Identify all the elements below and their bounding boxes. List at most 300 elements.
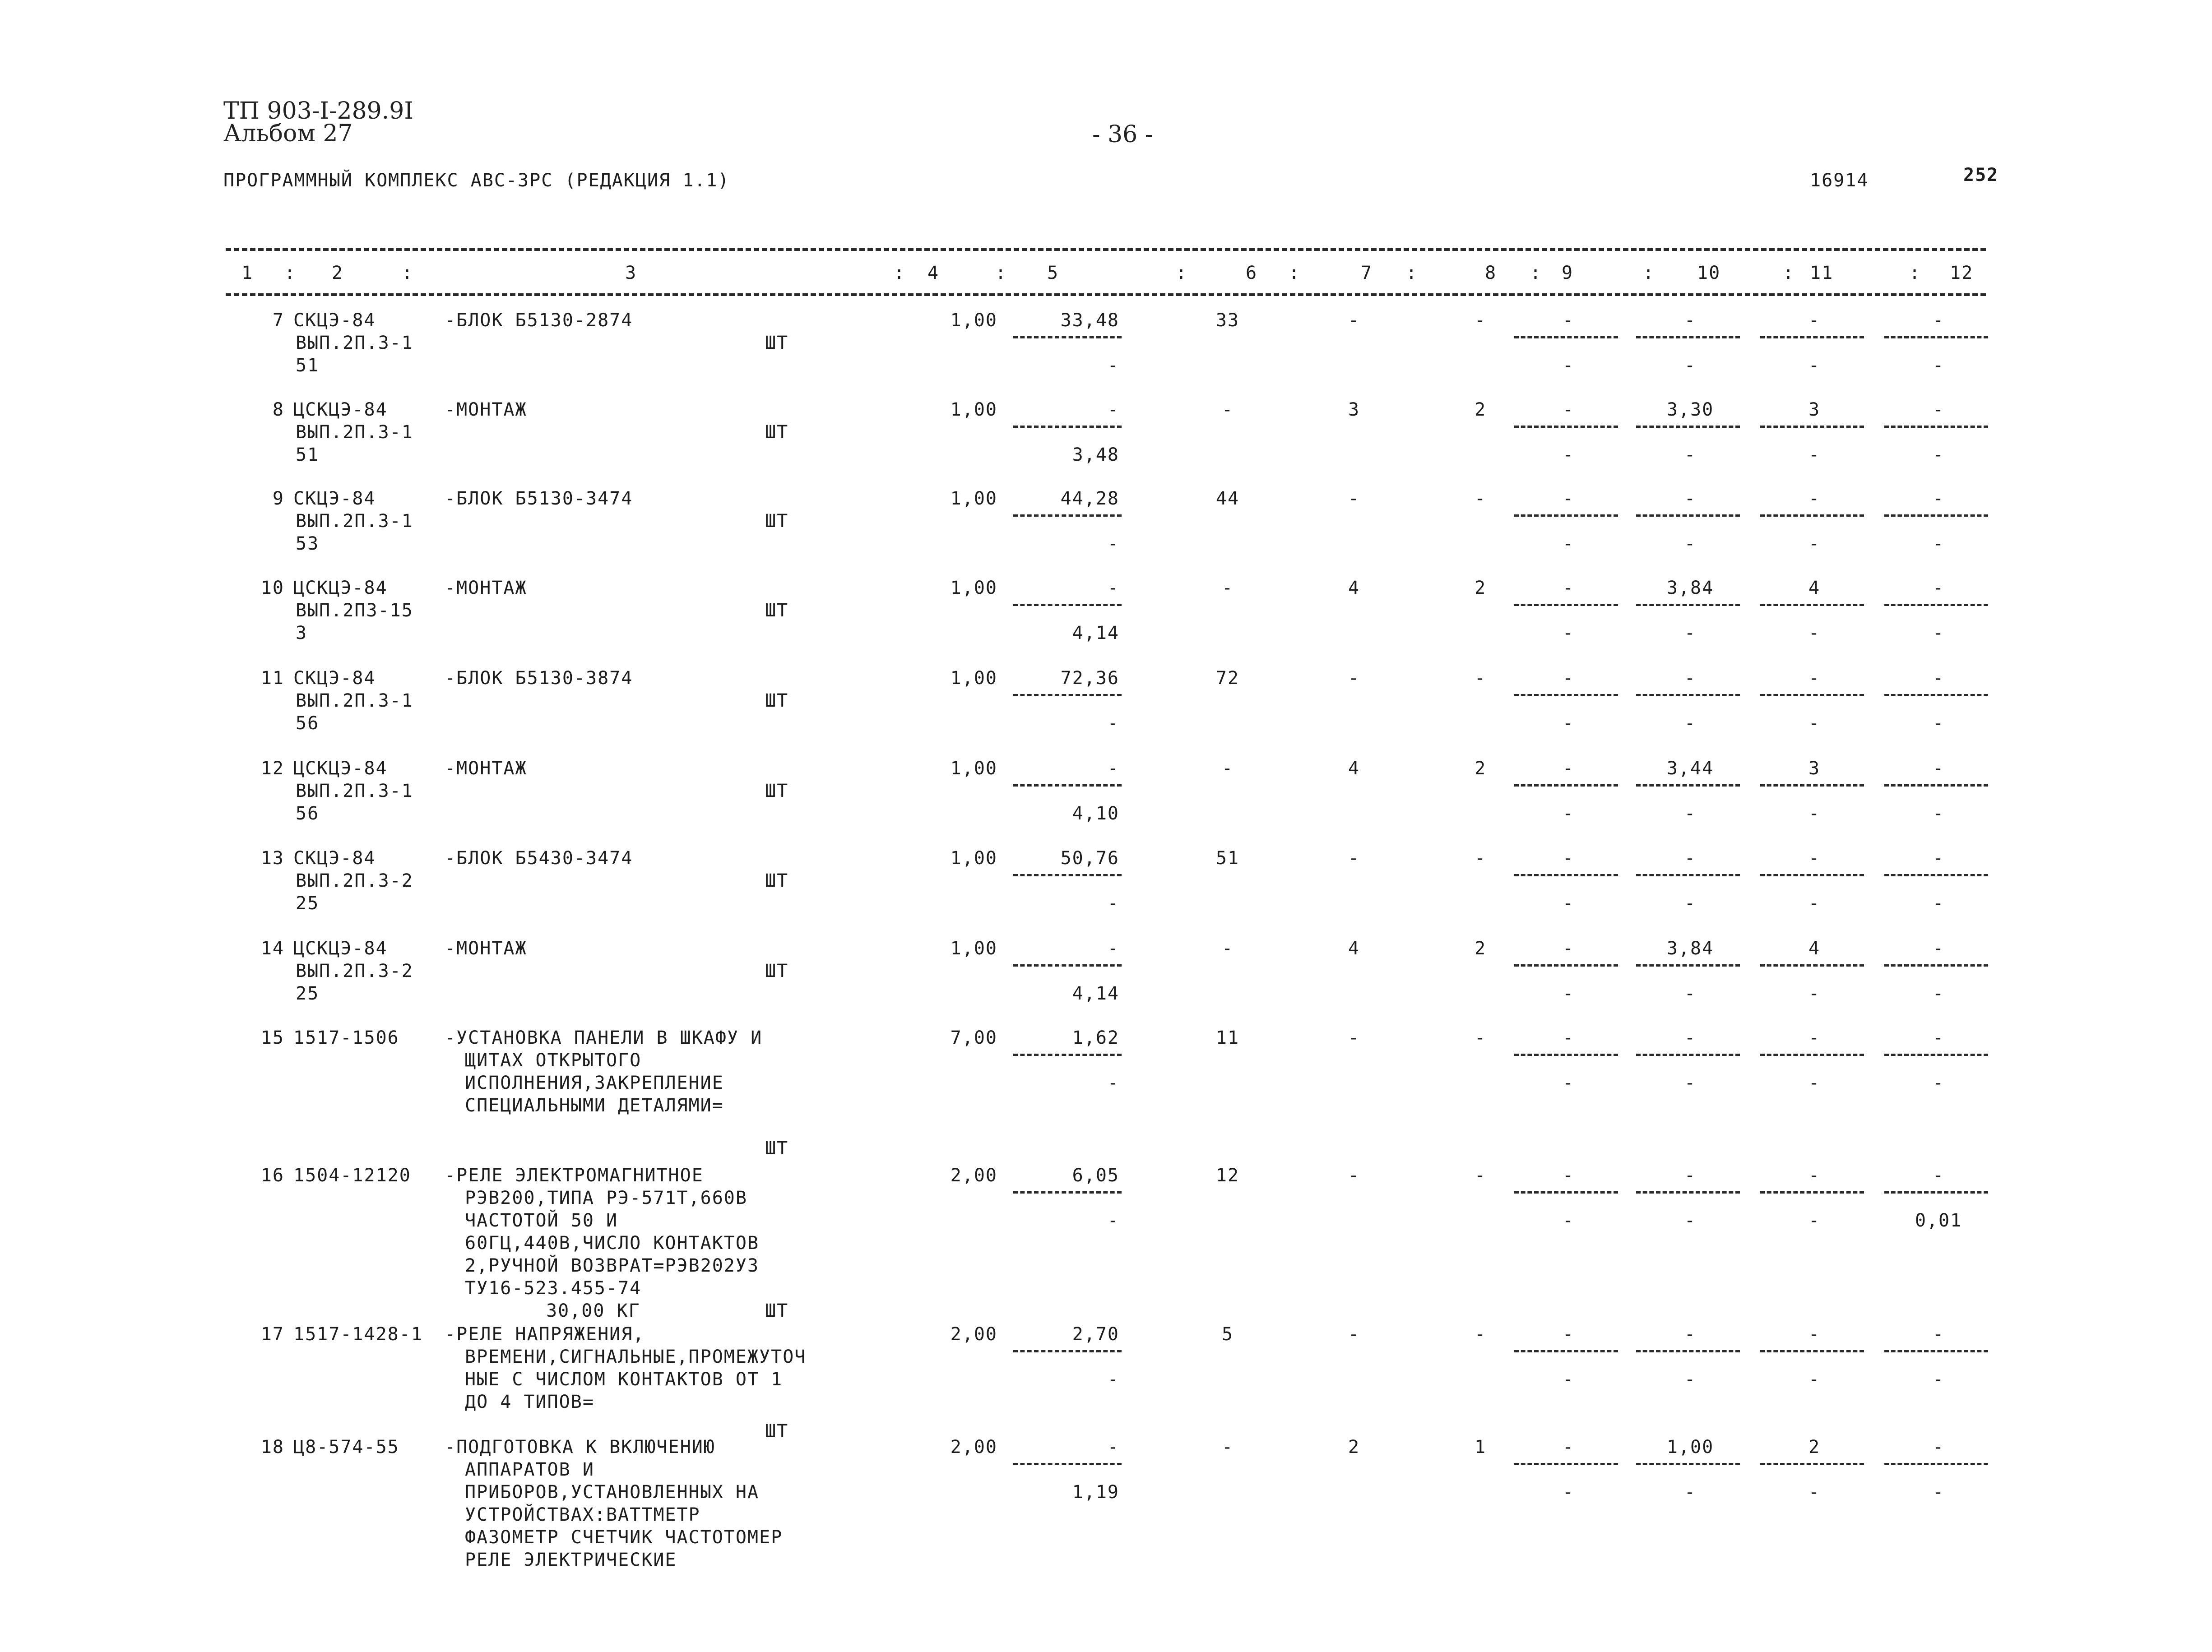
c10-top: 3,44 [1666,758,1714,779]
row-code: ВЫП.2П.3-2 [296,870,413,891]
c10-bottom: - [1684,1210,1697,1231]
row-description: -УСТАНОВКА ПАНЕЛИ В ШКАФУ И [445,1027,763,1048]
column-separator: : [1643,263,1655,283]
fraction-line [1884,694,1988,696]
col8-value: 1 [1474,1437,1487,1458]
c12-bottom: 0,01 [1915,1210,1962,1231]
fraction-line [1514,964,1618,967]
fraction-line [1636,514,1740,517]
row-number: 8 [272,399,284,420]
fraction-line [1884,784,1988,787]
row-unit: ШТ [765,690,789,711]
col8-value: - [1474,310,1487,331]
fraction-line [1760,1191,1864,1194]
row-unit: ШТ [765,961,789,981]
row-description: ВРЕМЕНИ,СИГНАЛЬНЫЕ,ПРОМЕЖУТОЧ [465,1347,807,1367]
row-number: 7 [272,310,284,331]
col7-value: - [1348,668,1360,689]
c9-bottom: - [1562,1482,1575,1503]
col8-value: - [1474,1165,1487,1186]
quantity: 1,00 [950,848,997,869]
c12-top: - [1932,399,1945,420]
fraction-line [1884,1054,1988,1056]
row-number: 13 [260,848,284,869]
c9-bottom: - [1562,623,1575,643]
program-title: ПРОГРАММНЫЙ КОМПЛЕКС АВС-3РС (РЕДАКЦИЯ 1.1) [223,170,730,191]
col7-value: 2 [1348,1437,1360,1458]
col8-value: 2 [1474,938,1487,959]
c10-bottom: - [1684,355,1697,376]
fraction-line [1760,426,1864,428]
fraction-line [1636,1054,1740,1056]
cost-bottom: 3,48 [1072,444,1119,465]
row-code: СКЦЭ-84 [293,310,376,331]
c9-bottom: - [1562,983,1575,1004]
fraction-line [1013,1350,1122,1352]
column-separator: : [1176,263,1188,283]
cost-bottom: - [1107,533,1119,554]
fraction-line [1760,1463,1864,1465]
cost-top: 6,05 [1072,1165,1119,1186]
fraction-line [1514,784,1618,787]
quantity: 1,00 [950,578,997,598]
fraction-line [1013,694,1122,696]
fraction-line [1013,426,1122,428]
c9-top: - [1562,758,1575,779]
fraction-line [1760,1054,1864,1056]
c12-top: - [1932,758,1945,779]
fraction-line [1514,514,1618,517]
row-number: 12 [260,758,284,779]
c9-bottom: - [1562,803,1575,824]
c11-bottom: - [1808,983,1821,1004]
row-code: ЦСКЦЭ-84 [293,938,388,959]
col6-value: - [1221,399,1234,420]
c11-top: 3 [1808,758,1821,779]
c12-top: - [1932,310,1945,331]
quantity: 1,00 [950,758,997,779]
column-header: 1 [241,263,254,283]
c9-top: - [1562,488,1575,509]
col7-value: - [1348,848,1360,869]
c11-bottom: - [1808,533,1821,554]
c9-top: - [1562,578,1575,598]
col6-value: 12 [1215,1165,1240,1186]
column-header: 5 [1047,263,1059,283]
c9-top: - [1562,1324,1575,1345]
fraction-line [1013,964,1122,967]
row-description: -БЛОК Б5130-3474 [445,488,633,509]
quantity: 2,00 [950,1165,997,1186]
fraction-line [1013,336,1122,338]
c10-bottom: - [1684,893,1697,914]
row-number: 18 [260,1437,284,1458]
header-rule-top [226,248,1986,251]
fraction-line [1514,874,1618,876]
c12-top: - [1932,848,1945,869]
column-separator: : [284,263,297,283]
col8-value: - [1474,488,1487,509]
cost-top: 50,76 [1060,848,1119,869]
fraction-line [1514,1350,1618,1352]
row-description: СПЕЦИАЛЬНЫМИ ДЕТАЛЯМИ= [465,1095,724,1116]
fraction-line [1514,1191,1618,1194]
col6-value: 72 [1215,668,1240,689]
fraction-line [1884,336,1988,338]
fraction-line [1013,1054,1122,1056]
header-rule-bottom [226,293,1986,296]
c9-top: - [1562,938,1575,959]
column-separator: : [1406,263,1418,283]
column-header: 2 [332,263,344,283]
c10-top: 3,84 [1666,578,1714,598]
col6-value: 33 [1215,310,1240,331]
fraction-line [1760,604,1864,606]
row-description: УСТРОЙСТВАХ:ВАТТМЕТР [465,1504,700,1525]
column-header: 8 [1485,263,1497,283]
cost-top: - [1107,938,1119,959]
fraction-line [1760,336,1864,338]
cost-top: 1,62 [1072,1027,1119,1048]
col7-value: - [1348,1165,1360,1186]
c12-bottom: - [1932,355,1945,376]
fraction-line [1884,1350,1988,1352]
col7-value: 3 [1348,399,1360,420]
c9-top: - [1562,1437,1575,1458]
c10-top: - [1684,488,1697,509]
c9-bottom: - [1562,713,1575,734]
fraction-line [1884,514,1988,517]
col6-value: - [1221,1437,1234,1458]
c10-top: - [1684,848,1697,869]
column-header: 9 [1562,263,1574,283]
row-description: АППАРАТОВ И [465,1459,594,1480]
c9-bottom: - [1562,1369,1575,1390]
row-code: 51 [296,444,320,465]
fraction-line [1636,1350,1740,1352]
row-description: -БЛОК Б5130-3874 [445,668,633,689]
row-description: -МОНТАЖ [445,399,527,420]
row-code: 51 [296,355,320,376]
quantity: 1,00 [950,399,997,420]
c10-top: 3,84 [1666,938,1714,959]
c10-bottom: - [1684,1073,1697,1093]
c11-top: 2 [1808,1437,1821,1458]
col8-value: 2 [1474,758,1487,779]
cost-bottom: - [1107,1210,1119,1231]
fraction-line [1636,1463,1740,1465]
fraction-line [1514,1054,1618,1056]
column-separator: : [995,263,1007,283]
fraction-line [1884,604,1988,606]
c12-top: - [1932,1437,1945,1458]
row-number: 10 [260,578,284,598]
column-header: 3 [625,263,637,283]
row-unit: ШТ [765,781,789,801]
fraction-line [1636,964,1740,967]
row-number: 15 [260,1027,284,1048]
fraction-line [1013,1463,1122,1465]
c11-top: 4 [1808,578,1821,598]
c9-top: - [1562,310,1575,331]
c10-bottom: - [1684,983,1697,1004]
c9-bottom: - [1562,355,1575,376]
fraction-line [1514,336,1618,338]
cost-top: 72,36 [1060,668,1119,689]
c12-top: - [1932,1027,1945,1048]
col8-value: 2 [1474,399,1487,420]
row-description: -БЛОК Б5130-2874 [445,310,633,331]
col8-value: - [1474,848,1487,869]
row-number: 9 [272,488,284,509]
column-header: 7 [1361,263,1373,283]
quantity: 2,00 [950,1324,997,1345]
row-code: СКЦЭ-84 [293,668,376,689]
album-label: Альбом 27 [223,120,353,147]
c10-bottom: - [1684,1369,1697,1390]
fraction-line [1636,426,1740,428]
c11-bottom: - [1808,1073,1821,1093]
c12-top: - [1932,1324,1945,1345]
row-description: -БЛОК Б5430-3474 [445,848,633,869]
c11-bottom: - [1808,713,1821,734]
quantity: 1,00 [950,488,997,509]
row-unit: ШТ [765,600,789,621]
row-code: 1517-1506 [293,1027,399,1048]
c12-top: - [1932,578,1945,598]
cost-top: - [1107,758,1119,779]
column-header: 10 [1697,263,1721,283]
c11-top: - [1808,848,1821,869]
col6-value: 44 [1215,488,1240,509]
col8-value: - [1474,1027,1487,1048]
fraction-line [1013,604,1122,606]
c11-top: 4 [1808,938,1821,959]
sheet-number: 252 [1963,165,1999,185]
column-separator: : [402,263,414,283]
row-code: ВЫП.2П3-15 [296,600,413,621]
row-description: -МОНТАЖ [445,938,527,959]
row-number: 16 [260,1165,284,1186]
fraction-line [1760,694,1864,696]
row-unit: ШТ [765,1138,789,1159]
c11-bottom: - [1808,1210,1821,1231]
c11-top: - [1808,668,1821,689]
fraction-line [1760,514,1864,517]
row-unit: ШТ [765,422,789,443]
c10-bottom: - [1684,1482,1697,1503]
fraction-line [1760,784,1864,787]
c11-bottom: - [1808,893,1821,914]
row-number: 17 [260,1324,284,1345]
c12-bottom: - [1932,803,1945,824]
row-code: 3 [296,623,308,643]
c12-bottom: - [1932,623,1945,643]
row-code: ВЫП.2П.3-1 [296,422,413,443]
row-unit: ШТ [765,511,789,532]
row-number: 11 [260,668,284,689]
row-description: 2,РУЧНОЙ ВОЗВРАТ=РЭВ202У3 [465,1255,760,1276]
row-description: РЭВ200,ТИПА РЭ-571Т,660В [465,1188,747,1208]
c10-bottom: - [1684,623,1697,643]
c10-bottom: - [1684,533,1697,554]
col8-value: - [1474,1324,1487,1345]
c9-top: - [1562,848,1575,869]
cost-bottom: 4,14 [1072,623,1119,643]
row-description: ИСПОЛНЕНИЯ,ЗАКРЕПЛЕНИЕ [465,1073,724,1093]
row-description: -МОНТАЖ [445,758,527,779]
row-number: 14 [260,938,284,959]
fraction-line [1636,784,1740,787]
cost-bottom: - [1107,1369,1119,1390]
page-number: - 36 - [1092,121,1153,148]
c12-bottom: - [1932,533,1945,554]
c12-top: - [1932,1165,1945,1186]
fraction-line [1760,964,1864,967]
col6-value: - [1221,938,1234,959]
cost-bottom: 4,10 [1072,803,1119,824]
row-code: 1504-12120 [293,1165,411,1186]
row-code: 1517-1428-1 [293,1324,423,1345]
col6-value: 11 [1215,1027,1240,1048]
row-code: Ц8-574-55 [293,1437,399,1458]
fraction-line [1013,1191,1122,1194]
c12-bottom: - [1932,1073,1945,1093]
row-description: 60ГЦ,440В,ЧИСЛО КОНТАКТОВ [465,1233,760,1254]
fraction-line [1884,1191,1988,1194]
row-description: -РЕЛЕ НАПРЯЖЕНИЯ, [445,1324,645,1345]
c12-bottom: - [1932,1369,1945,1390]
c9-bottom: - [1562,893,1575,914]
fraction-line [1636,874,1740,876]
c9-top: - [1562,1027,1575,1048]
fraction-line [1514,1463,1618,1465]
cost-bottom: - [1107,1073,1119,1093]
cost-bottom: - [1107,713,1119,734]
c11-top: 3 [1808,399,1821,420]
fraction-line [1884,426,1988,428]
c11-bottom: - [1808,444,1821,465]
col7-value: - [1348,1027,1360,1048]
row-description: РЕЛЕ ЭЛЕКТРИЧЕСКИЕ [465,1550,677,1570]
fraction-line [1514,694,1618,696]
c9-bottom: - [1562,1210,1575,1231]
col7-value: - [1348,310,1360,331]
row-description: ЩИТАХ ОТКРЫТОГО [465,1050,642,1071]
row-description: ФАЗОМЕТР СЧЕТЧИК ЧАСТОТОМЕР [465,1527,783,1548]
column-header: 11 [1810,263,1834,283]
c9-top: - [1562,399,1575,420]
c11-top: - [1808,1027,1821,1048]
c10-top: - [1684,1324,1697,1345]
col6-value: 5 [1221,1324,1234,1345]
row-code: 25 [296,983,320,1004]
fraction-line [1514,604,1618,606]
fraction-line [1514,426,1618,428]
row-code: ВЫП.2П.3-1 [296,690,413,711]
c10-top: 1,00 [1666,1437,1714,1458]
c11-bottom: - [1808,1369,1821,1390]
c11-top: - [1808,310,1821,331]
quantity: 1,00 [950,668,997,689]
row-description: ПРИБОРОВ,УСТАНОВЛЕННЫХ НА [465,1482,760,1503]
c10-top: 3,30 [1666,399,1714,420]
quantity: 7,00 [950,1027,997,1048]
fraction-line [1760,874,1864,876]
c10-top: - [1684,1165,1697,1186]
c10-bottom: - [1684,713,1697,734]
c10-top: - [1684,1027,1697,1048]
c11-top: - [1808,1324,1821,1345]
quantity: 1,00 [950,938,997,959]
row-description: -МОНТАЖ [445,578,527,598]
column-separator: : [1909,263,1921,283]
c11-bottom: - [1808,623,1821,643]
fraction-line [1013,514,1122,517]
row-description: 30,00 КГ [546,1300,640,1321]
column-separator: : [1289,263,1301,283]
col7-value: 4 [1348,578,1360,598]
row-description: -ПОДГОТОВКА К ВКЛЮЧЕНИЮ [445,1437,715,1458]
cost-top: - [1107,1437,1119,1458]
fraction-line [1884,1463,1988,1465]
cost-top: 2,70 [1072,1324,1119,1345]
c9-top: - [1562,668,1575,689]
fraction-line [1636,1191,1740,1194]
row-code: 56 [296,803,320,824]
c11-top: - [1808,488,1821,509]
c12-bottom: - [1932,1482,1945,1503]
fraction-line [1884,874,1988,876]
row-code: ВЫП.2П.3-1 [296,781,413,801]
doc-code: ТП 903-I-289.9I [223,97,413,125]
c12-top: - [1932,938,1945,959]
row-code: ЦСКЦЭ-84 [293,758,388,779]
row-code: ВЫП.2П.3-2 [296,961,413,981]
c9-bottom: - [1562,533,1575,554]
column-separator: : [1783,263,1795,283]
row-description: ЧАСТОТОЙ 50 И [465,1210,618,1231]
row-description: НЫЕ С ЧИСЛОМ КОНТАКТОВ ОТ 1 [465,1369,783,1390]
col8-value: 2 [1474,578,1487,598]
fraction-line [1013,874,1122,876]
row-code: 56 [296,713,320,734]
row-unit: ШТ [765,1300,789,1321]
col7-value: 4 [1348,758,1360,779]
c11-bottom: - [1808,1482,1821,1503]
c9-bottom: - [1562,444,1575,465]
row-code: 25 [296,893,320,914]
column-header: 6 [1246,263,1258,283]
c10-top: - [1684,668,1697,689]
cost-bottom: 1,19 [1072,1482,1119,1503]
cost-top: 44,28 [1060,488,1119,509]
fraction-line [1636,604,1740,606]
c12-top: - [1932,488,1945,509]
row-unit: ШТ [765,1421,789,1442]
c9-top: - [1562,1165,1575,1186]
row-code: ЦСКЦЭ-84 [293,578,388,598]
c11-bottom: - [1808,803,1821,824]
cost-top: 33,48 [1060,310,1119,331]
c12-top: - [1932,668,1945,689]
quantity: 2,00 [950,1437,997,1458]
c9-bottom: - [1562,1073,1575,1093]
fraction-line [1636,336,1740,338]
col7-value: - [1348,488,1360,509]
cost-bottom: 4,14 [1072,983,1119,1004]
fraction-line [1636,694,1740,696]
